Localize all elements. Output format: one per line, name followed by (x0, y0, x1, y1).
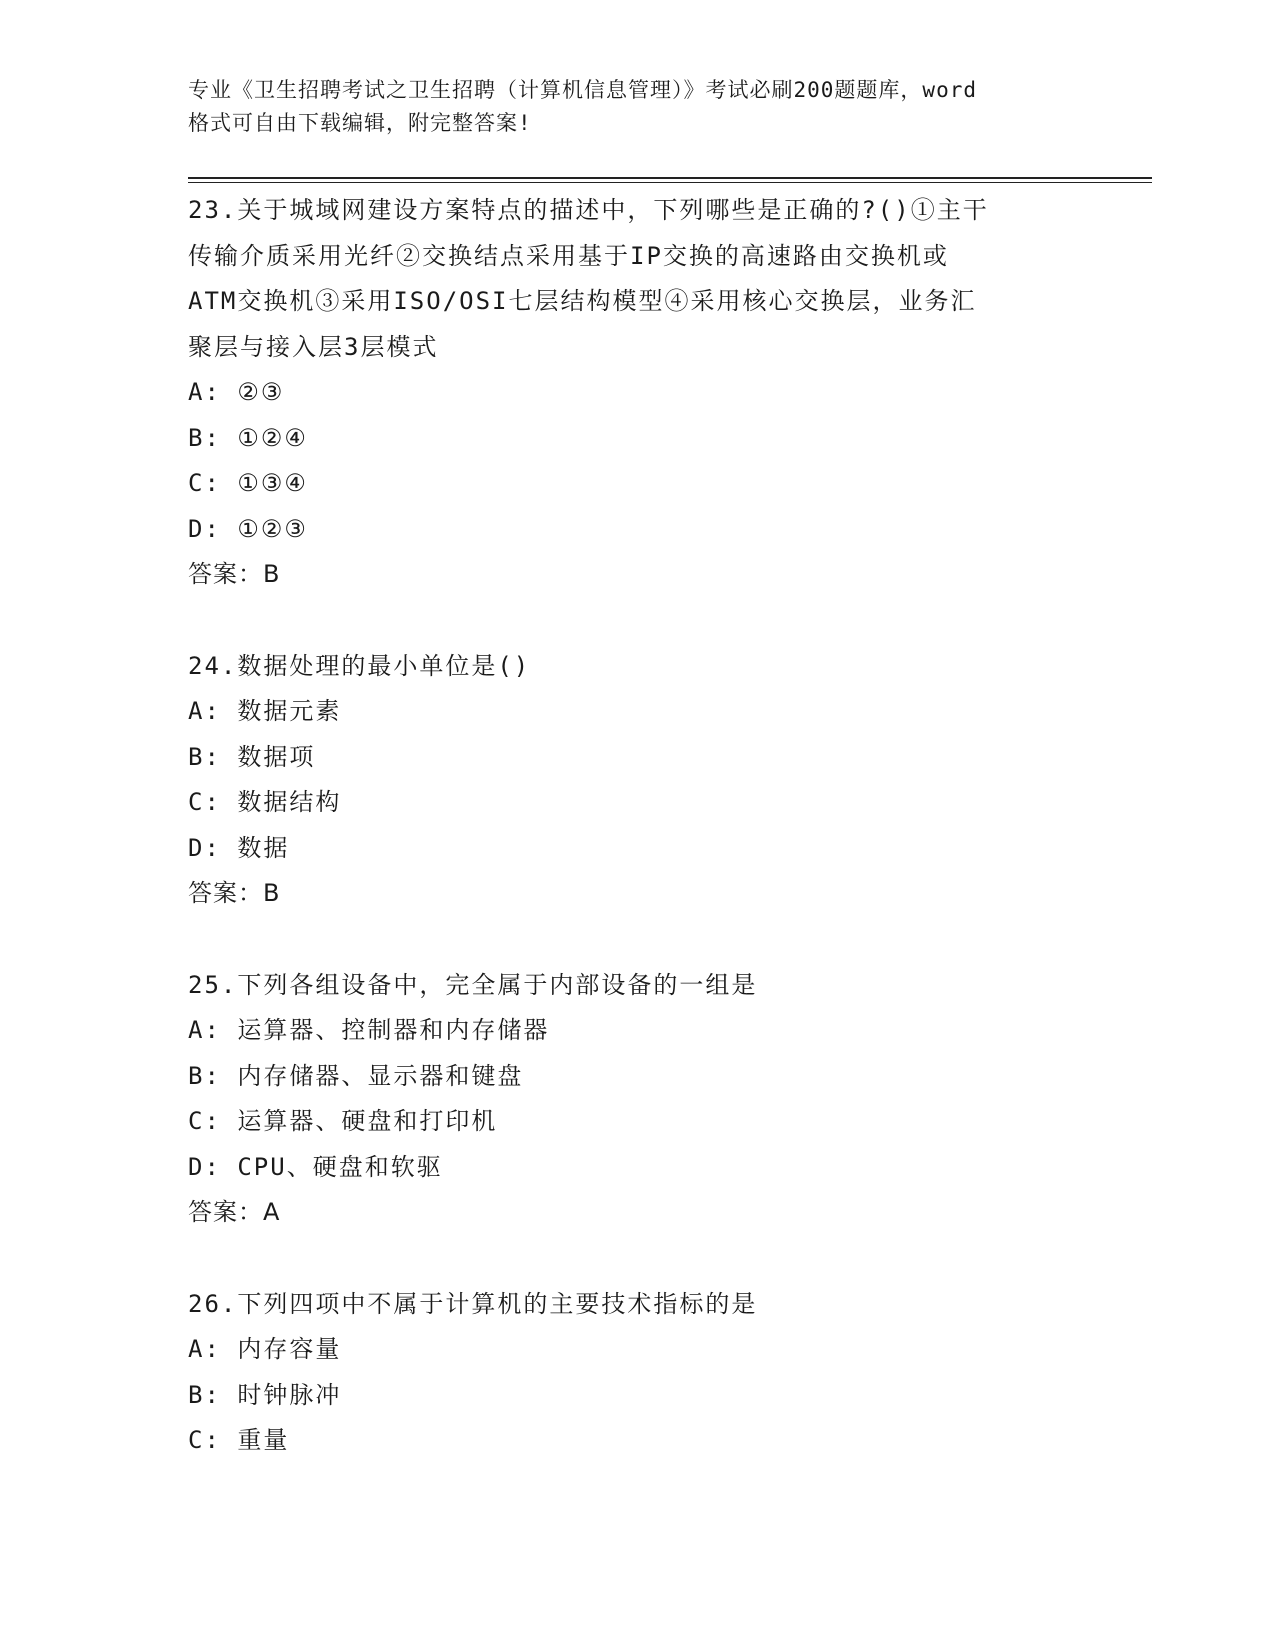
option-a: A: 数据元素 (188, 697, 342, 725)
question-stem-line: 25.下列各组设备中，完全属于内部设备的一组是 (188, 970, 758, 999)
option-a: A: 运算器、控制器和内存储器 (188, 1016, 550, 1044)
question-list (188, 188, 1088, 1510)
header-title-line-2: 格式可自由下载编辑，附完整答案! (188, 111, 532, 135)
question-stem-line: 24.数据处理的最小单位是() (188, 651, 531, 680)
document-header (188, 74, 1088, 140)
question-stem-line: 传输介质采用光纤②交换结点采用基于IP交换的高速路由交换机或 (188, 241, 949, 270)
option-b: B: 数据项 (188, 742, 316, 771)
option-b: B: 内存储器、显示器和键盘 (188, 1061, 524, 1090)
option-a: A: ②③ (188, 378, 285, 406)
option-d: D: 数据 (188, 833, 290, 862)
question-25 (188, 963, 1088, 1236)
question-26 (188, 1282, 1088, 1464)
question-stem-line: 聚层与接入层3层模式 (188, 332, 439, 361)
option-c: C: 重量 (188, 1426, 290, 1454)
option-d: D: CPU、硬盘和软驱 (188, 1152, 443, 1181)
header-divider-thick (188, 177, 1152, 179)
header-divider-thin (188, 182, 1152, 183)
answer-label: 答案：B (188, 560, 281, 588)
option-a: A: 内存容量 (188, 1335, 342, 1363)
option-c: C: 运算器、硬盘和打印机 (188, 1107, 498, 1135)
option-c: C: ①③④ (188, 469, 308, 497)
option-d: D: ①②③ (188, 514, 308, 543)
answer-label: 答案：B (188, 879, 281, 907)
answer-label: 答案：A (188, 1198, 281, 1226)
question-23 (188, 188, 1088, 598)
header-title-line-1: 专业《卫生招聘考试之卫生招聘（计算机信息管理）》考试必刷200题题库，word (188, 78, 977, 102)
question-stem-line: 23.关于城域网建设方案特点的描述中，下列哪些是正确的?()①主干 (188, 196, 989, 224)
option-b: B: 时钟脉冲 (188, 1380, 342, 1409)
option-c: C: 数据结构 (188, 788, 342, 816)
question-stem-line: 26.下列四项中不属于计算机的主要技术指标的是 (188, 1289, 758, 1318)
question-24 (188, 644, 1088, 917)
question-stem-line: ATM交换机③采用ISO/OSI七层结构模型④采用核心交换层，业务汇 (188, 287, 977, 315)
option-b: B: ①②④ (188, 423, 308, 452)
